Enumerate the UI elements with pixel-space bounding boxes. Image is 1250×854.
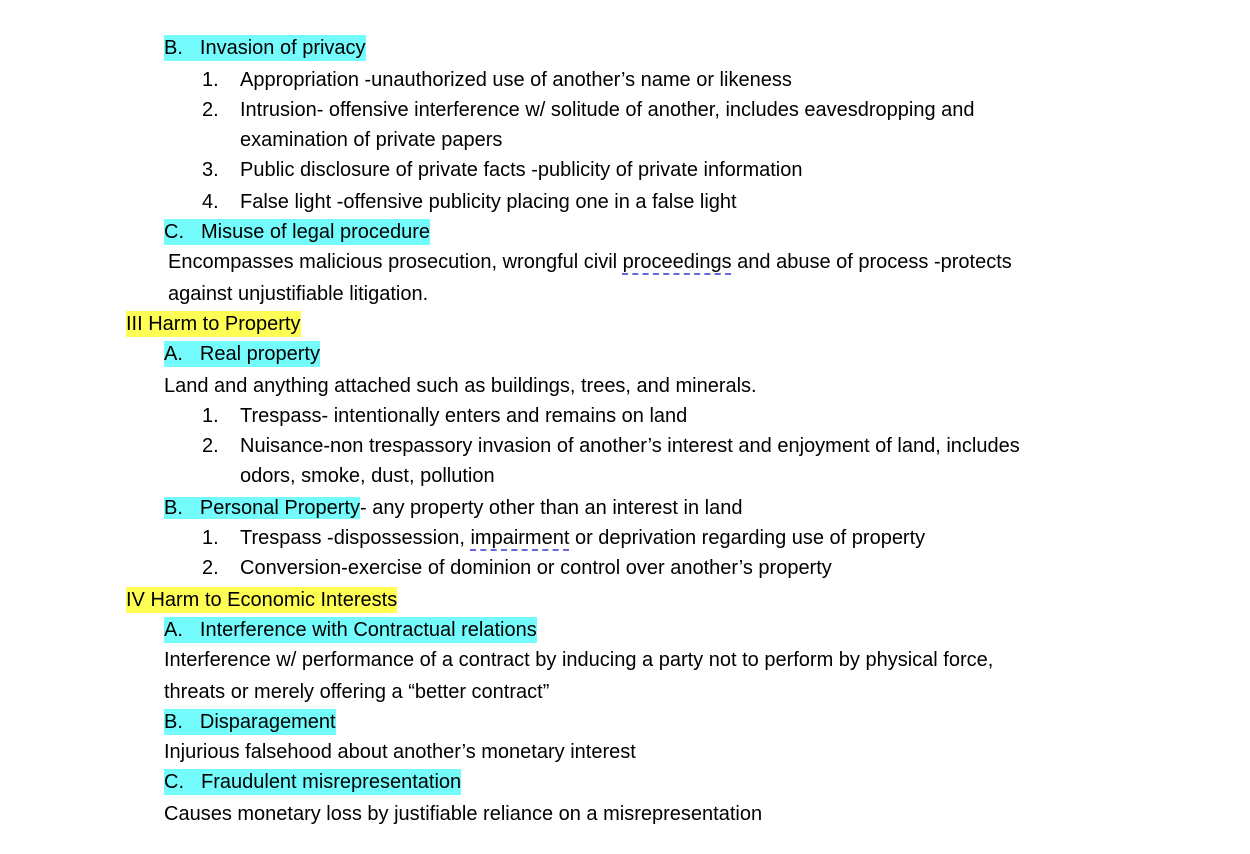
- subheading-text: Interference with Contractual relations: [199, 619, 537, 641]
- list-item-trespass-land: Trespass- intentionally enters and remains on land: [240, 405, 688, 427]
- subheading-highlight: [164, 497, 360, 519]
- spelling-flagged-word[interactable]: proceedings: [622, 251, 732, 273]
- subheading-real-property: [164, 341, 320, 367]
- paragraph-disparagement: Injurious falsehood about another’s monetary interest: [164, 741, 636, 763]
- list-number: 2.: [202, 435, 219, 457]
- subheading-invasion-of-privacy: [164, 35, 366, 61]
- subheading-text: Real property: [199, 343, 320, 365]
- subheading-contractual-relations: [164, 617, 537, 643]
- paragraph-misuse-of-legal-procedure: Encompasses malicious prosecution, wrongful civil proceedings and abuse of process -protects: [168, 251, 1012, 273]
- list-item-false-light: False light -offensive publicity placing one in a false light: [240, 191, 737, 213]
- list-item-intrusion: Intrusion- offensive interference w/ solitude of another, includes eavesdropping and: [240, 99, 975, 121]
- list-number: 1.: [202, 405, 219, 427]
- list-item-public-disclosure: Public disclosure of private facts -publicity of private information: [240, 159, 803, 181]
- subheading-fraudulent-misrepresentation: [164, 769, 461, 795]
- list-number: 3.: [202, 159, 219, 181]
- subheading-marker: A.: [164, 343, 183, 365]
- subheading-marker: C.: [164, 771, 184, 793]
- paragraph-contractual-continued: threats or merely offering a “better contract”: [164, 681, 550, 703]
- heading-harm-to-economic-interests: IV Harm to Economic Interests: [126, 589, 398, 611]
- list-number: 4.: [202, 191, 219, 213]
- spelling-flagged-word[interactable]: impairment: [470, 527, 570, 549]
- subheading-text: Invasion of privacy: [199, 37, 366, 59]
- subheading-marker: C.: [164, 221, 184, 243]
- list-item-conversion: Conversion-exercise of dominion or control over another’s property: [240, 557, 832, 579]
- list-number: 2.: [202, 557, 219, 579]
- paragraph-fraudulent-misrepresentation: Causes monetary loss by justifiable reliance on a misrepresentation: [164, 803, 763, 825]
- subheading-misuse-of-legal-procedure: [164, 219, 430, 245]
- subheading-text: Disparagement: [199, 711, 336, 733]
- paragraph-contractual-relations: Interference w/ performance of a contract by inducing a party not to perform by physical force,: [164, 649, 994, 671]
- subheading-personal-property: [164, 495, 742, 521]
- subheading-text: Personal Property: [199, 497, 360, 519]
- list-number: 2.: [202, 99, 219, 121]
- subheading-marker: B.: [164, 497, 183, 519]
- subheading-disparagement: [164, 709, 336, 735]
- subheading-text: Misuse of legal procedure: [201, 221, 431, 243]
- paragraph-real-property: Land and anything attached such as buildings, trees, and minerals.: [164, 375, 757, 397]
- heading-harm-to-property: III Harm to Property: [126, 313, 301, 335]
- subheading-marker: B.: [164, 37, 183, 59]
- paragraph-misuse-continued: against unjustifiable litigation.: [168, 283, 429, 305]
- list-item-nuisance: Nuisance-non trespassory invasion of another’s interest and enjoyment of land, includes: [240, 435, 1020, 457]
- subheading-text: Fraudulent misrepresentation: [201, 771, 462, 793]
- subheading-marker: A.: [164, 619, 183, 641]
- list-item-appropriation: Appropriation -unauthorized use of another’s name or likeness: [240, 69, 792, 91]
- list-item-intrusion-continued: examination of private papers: [240, 129, 503, 151]
- list-item-trespass-chattels: Trespass -dispossession, impairment or deprivation regarding use of property: [240, 527, 926, 549]
- subheading-description: - any property other than an interest in land: [359, 497, 743, 519]
- list-item-nuisance-continued: odors, smoke, dust, pollution: [240, 465, 495, 487]
- list-number: 1.: [202, 527, 219, 549]
- subheading-marker: B.: [164, 711, 183, 733]
- list-number: 1.: [202, 69, 219, 91]
